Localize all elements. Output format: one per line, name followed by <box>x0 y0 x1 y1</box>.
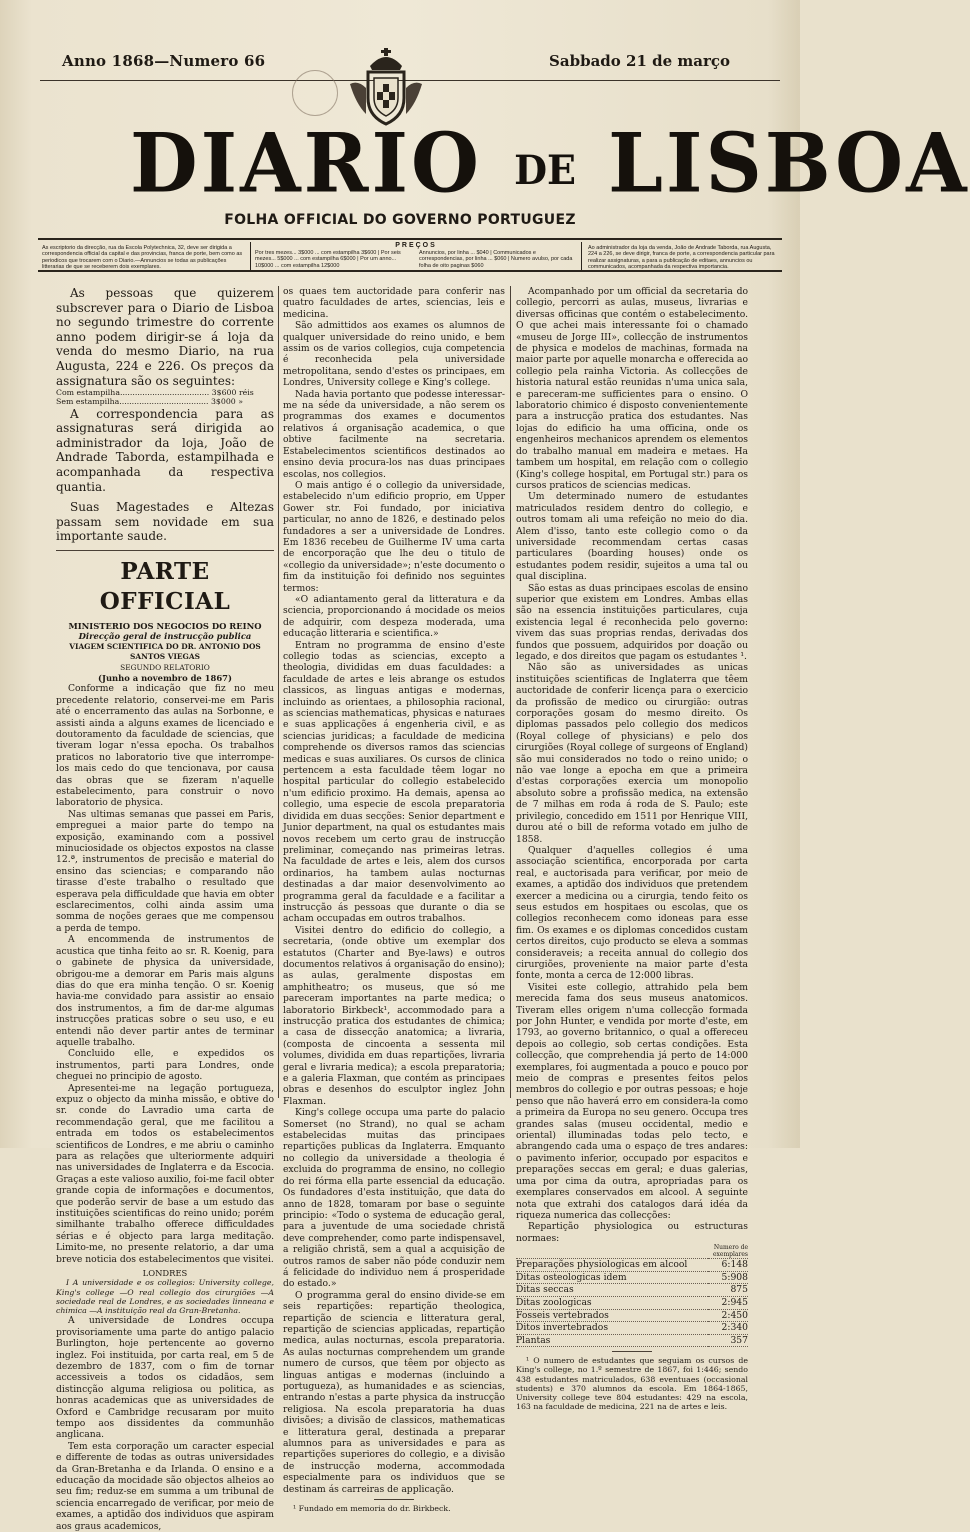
paragraph: São admittidos aos exames os alumnos de qualquer universidade do reino unido, e bem assim os de varios collegios, cuja competencia é reconhecida pela universidade metropolitana, sendo d'estes os principaes, em Londres, University college e King's college. <box>283 320 505 389</box>
advert-prices: Annuncios, por linha ... $040 | Communicados e correspondencias, por linha ... $060 | Numero avulso, por cada folha de oito paginas $060 <box>419 250 573 269</box>
table-cell-value: 2:340 <box>708 1322 748 1335</box>
footnote-rule <box>374 1499 414 1500</box>
footnote-rule <box>612 1351 652 1352</box>
table-row <box>516 1334 748 1347</box>
subscription-notice: As pessoas que quizerem subscrever para o Diario de Lisboa no segundo trimestre do corrente anno podem dirigir-se á loja da venda do mesmo Diario, na rua Augusta, 224 e 226. Os preços da assignatura são os seguintes: <box>56 286 274 388</box>
table-cell-label: Ditos invertebrados <box>516 1322 708 1335</box>
paragraph: Não são as universidades as unicas instituições scientificas de Inglaterra que têem auctoridade de conferir licença para o exercicio da profissão de medico ou cirurgião: outras corporações gosam do mesmo direito. Os diplomas passados pelo collegio dos medicos (Royal college of physicians) e pelo dos cirurgiões (Royal college of surgeons of England) são mui considerados no todo o reino unido; o não vae longe a epocha em que a primeira d'estas corporações exercia um monopolio absoluto sobre a profissão medica, na extensão de 7 milhas em roda á roda de S. Paulo; este privilegio, concedido em 1511 por Henrique VIII, durou até o bill de reforma votado em julho de 1858. <box>516 662 748 845</box>
direction-notice: As escriptorio da direcção, rua da Escola Polytechnica, 32, deve ser dirigida a correspondencia official da capital e das provincias, franca de porte, bem como as periodicos que trocarem com o Diario.—Annuncios se todas as publicações litterarias de que se receberem dois exemplares. <box>42 245 243 271</box>
subsection-heading: LONDRES <box>142 1268 188 1279</box>
paragraph: Um determinado numero de estudantes matriculados residem dentro do collegio, e outros tomam ali uma refeição no meio do dia. Alem d'isso, tanto este collegio como o da universidade recommendam certas casas particulares (boarding houses) onde os estudantes podem residir, sujeitos a uma tal ou qual disciplina. <box>516 491 748 583</box>
prices-columns <box>255 250 577 269</box>
table-cell-value: 2:450 <box>708 1309 748 1322</box>
table-row <box>516 1296 748 1309</box>
footnote: ¹ O numero de estudantes que seguiam os cursos de King's college, no 1.º semestre de 1867, foi 1:446; sendo 438 estudantes matriculados, 638 eventuaes (occasional students) e 370 alumnos da escola. Em 1864-1865, University college teve 804 estudantes: 429 na escola, 163 na faculdade de medicina, 221 na de artes e leis. <box>516 1356 748 1412</box>
section-heading: PARTE OFFICIAL <box>56 550 274 617</box>
table-row <box>516 1309 748 1322</box>
paragraph: Apresentei-me na legação portugueza, expuz o objecto da minha missão, e obtive do sr. conde do Lavradio uma carta de recommendação geral, que me facilitou a entrada em todos os estabelecimentos scientificos de Londres, e me abriu o caminho para as relações que ulteriormente adquiri nas universidades de Inglaterra e da Escocia. Graças a este valioso auxilio, foi-me facil obter grande copia de informações e documentos, que poderão servir de base a um estudo das instituições scientificas do reino unido; porém similhante trabalho offerece difficuldades sérias e é objecto para larga meditação. Limito-me, no presente relatorio, a dar uma breve noticia dos estabelecimentos que visitei. <box>56 1082 274 1265</box>
paragraph: Conforme a indicação que fiz no meu precedente relatorio, conservei-me em Paris até o encerramento das aulas na Sorbonne, e assisti ainda a alguns exames de licenciado e doutoramento da faculdade de sciencias, que tiveram logar n'essa epocha. Os trabalhos praticos no laboratorio tive que interrompe-los mais cedo do que tencionava, por causa das obras que se fizeram n'aquelle estabelecimento, para construir o novo laboratorio de physica. <box>56 683 274 809</box>
paragraph: os quaes tem auctoridade para conferir nas quatro faculdades de artes, sciencias, leis e medicina. <box>283 286 505 320</box>
paragraph: Tem esta corporação um caracter especial e differente de todas as outras universidades da Gran-Bretanha e da Irlanda. O ensino e a educação da mocidade são objectos alheios ao seu fim; reduz-se em summa a um tribunal de sciencia encarregado de verificar, por meio de exames, a aptidão dos individuos que aspiram aos graus academicos, <box>56 1440 274 1532</box>
table-header-spacer <box>516 1244 708 1259</box>
issue-date: Sabbado 21 de março <box>549 52 730 70</box>
table-row <box>516 1284 748 1297</box>
paragraph: O programma geral do ensino divide-se em seis repartições: repartição theologica, repartição de sciencia e litteratura geral, repartição de sciencias applicadas, repartição medica, aulas nocturnas, escola preparatoria. As aulas nocturnas comprehendem um grande numero de cursos, que têem por objecto as linguas antigas e modernas (incluindo a portugueza), as humanidades e as sciencias, entrando n'estas a parte physica da instrucção religiosa. Na escola preparatoria ha duas divisões; a divisão de classicos, mathematicas e litteratura geral, destinada a preparar alumnos para as universidades e para as repartições superiores do collegio, e a divisão de instrucção moderna, accommodada especialmente para os individuos que se destinam ás carreiras de applicação. <box>283 1289 505 1495</box>
table-cell-label: Ditas osteologicas idem <box>516 1271 708 1284</box>
paragraph: Visitei este collegio, attrahido pela bem merecida fama dos seus museus anatomicos. Tiveram elles origem n'uma collecção formada por John Hunter, e vendida por morte d'este, em 1793, ao governo britannico, o qual a offereceu depois ao collegio, sob certas condições. Esta collecção, que comprehendia já perto de 14:000 exemplares, foi augmentada a pouco e pouco por meio de compras e presentes feitos pelos membros do collegio e por outras pessoas; e hoje penso que não haverá erro em considera-la como a primeira da Europa no seu genero. Occupa tres grandes salas (museu occidental, medio e oriental) illuminadas todas pelo tecto, e abrangendo cada uma o espaço de tres andares: o pavimento inferior, occupado por espacitos e preparações seccas em geral; e duas galerias, uma por cima da outra, apropriadas para os exemplares conservados em alcool. A seguinte nota que extrahi dos catalogos dará idéa da riqueza numerica das collecções: <box>516 981 748 1221</box>
paragraph: Entram no programma de ensino d'este collegio todas as sciencias, excepto a theologia, divididas em duas faculdades: a faculdade de artes e leis abrange os estudos classicos, as linguas antigas e modernas, incluindo as orientaes, a philosophia racional, as sciencias mathematicas, physicas e naturaes e suas applicações á engenheria civil, e as sciencias juridicas; a faculdade de medicina comprehende os diversos ramos das sciencias medicas e suas auxiliares. Os cursos de clinica pertencem a esta faculdade têem logar no hospital particular do collegio estabelecido n'um edificio proximo. Ha demais, apensa ao collegio, uma especie de escola preparatoria dividida em duas secções: Senior department e Junior department, na qual os estudantes mais novos recebem um certo grau de instrucção preliminar, começando nas primeiras letras. Na faculdade de artes e leis, alem dos cursos ordinarios, ha tambem aulas nocturnas destinadas a dar maior desenvolvimento ao programma geral da faculdade e a facilitar a instrucção ás pessoas que durante o dia se acham occupadas em outros trabalhos. <box>283 639 505 925</box>
paragraph: O mais antigo é o collegio da universidade, estabelecido n'um edificio proprio, em Upper Gower str. Foi fundado, por iniciativa particular, no anno de 1826, e destinado pelos fundadores a ser a universidade de Londres. Em 1836 recebeu de Guilherme IV uma carta de encorporação que lhe deu o titulo de «collegio da universidade»; n'este documento o fim da instituição foi definido nos seguintes termos: <box>283 479 505 594</box>
prices-banner <box>38 238 782 272</box>
table-cell-value: 357 <box>708 1334 748 1347</box>
column-2 <box>283 286 505 1513</box>
column-divider <box>510 286 511 1098</box>
table-header: Numero de exemplares <box>708 1244 748 1259</box>
table-cell-value: 5:908 <box>708 1271 748 1284</box>
contents-note: I A universidade e os collegios: University college, King's college —O real collegio dos cirurgiões —A sociedade real de Londres, e as sociedades linneana e chimica —A instituição real da Gran-Bretanha. <box>56 1278 274 1316</box>
table-cell-label: Ditas seccas <box>516 1284 708 1297</box>
prices-table <box>250 242 582 270</box>
column-divider <box>278 286 279 1098</box>
table-row <box>516 1271 748 1284</box>
column-1 <box>56 286 274 1532</box>
quotation: «O adiantamento geral da litteratura e da sciencia, proporcionando á mocidade os meios de adquirir, com despeza moderada, uma educação litteraria e scientifica.» <box>283 593 505 640</box>
table-cell-label: Fosseis vertebrados <box>516 1309 708 1322</box>
correspondence-notice: A correspondencia para as assignaturas será dirigida ao administrador da loja, João de Andrade Taborda, estampilhada e acompanhada da respectiva quantia. <box>56 406 274 494</box>
paragraph: Nas ultimas semanas que passei em Paris, empreguei a maior parte do tempo na exposição, examinando com a possivel minuciosidade os objectos expostos na classe 12.ª, instrumentos de precisão e material do ensino das sciencias; e comparando não tirasse d'este trabalho o resultado que esperava pela difficuldade que havia em obter esclarecimentos, colhi ainda assim uma somma de noções geraes que me compensou a perda de tempo. <box>56 808 274 934</box>
royal-health-notice: Suas Magestades e Altezas passam sem novidade em sua importante saude. <box>56 500 274 544</box>
paragraph: A universidade de Londres occupa provisoriamente uma parte do antigo palacio Burlington, hoje pertencente ao governo inglez. Foi instituida, por carta real, em 5 de dezembro de 1837, com o fim de tornar accessiveis a todos os cidadãos, sem distincção alguma religiosa ou politica, as honras academicas que as universidades de Oxford e Cambridge recusaram por muito tempo aos dissidentes da communhão anglicana. <box>56 1315 274 1441</box>
postmark-stamp-icon <box>292 70 338 116</box>
table-row <box>516 1259 748 1272</box>
administrator-notice: Ao administrador da loja da venda, João de Andrade Taborda, rua Augusta, 224 a 226, se deve dirigir, franca de porte, a correspondencia particular para realizar assignaturas, a para a publicação de editaes, annuncios ou communicados, acompanhada da respectiva importancia. <box>588 245 775 271</box>
masthead-title <box>130 115 970 213</box>
paragraph: King's college occupa uma parte do palacio Somerset (no Strand), no qual se acham estabelecidas muitas das principaes repartições publicas da Inglaterra. Emquanto no collegio da universidade a theologia é excluida do programma de ensino, no collegio do rei fórma ella parte essencial da educação. Os fundadores d'esta instituição, que data do anno de 1828, tomaram por base o seguinte principio: «Todo o systema de educação geral, para a juventude de uma sociedade christã deve comprehender, como parte indispensavel, a religião christã, sem a qual a acquisição de outros ramos de saber não póde conduzir nem á felicidade do individuo nem á prosperidade do estado.» <box>283 1107 505 1290</box>
table-cell-value: 2:945 <box>708 1296 748 1309</box>
table-title: Repartição physiologica ou estructuras normaes: <box>516 1221 748 1244</box>
subscription-prices: Por tres mezes... 3$000 ... com estampilha 3$600 | Por seis mezes... 5$000 ... com estampilha 6$000 | Por um anno... 10$000 ... com estampilha 12$000 <box>255 250 401 269</box>
table-row <box>516 1322 748 1335</box>
price-row: Com estampilha.................................... 3$600 réis <box>56 388 254 398</box>
paragraph: Nada havia portanto que podesse interessar-me na séde da universidade, a não serem os programmas dos exames e documentos relativos á organisação academica, o que obtive facilmente na secretaria. Estabelecimentos scientificos destinados ao ensino devia procura-los nas duas principaes escolas, nos collegios. <box>283 388 505 480</box>
paragraph: A encommenda de instrumentos de acustica que tinha feito ao sr. R. Koenig, para o gabinete de physica da universidade, obrigou-me a demorar em Paris mais alguns dias do que era minha tenção. O sr. Koenig havia-me convidado para assistir ao ensaio dos instrumentos, a fim de dar-me algumas instrucções praticas sobre o seu uso, e eu entendi não dever partir antes de terminar aquelle trabalho. <box>56 934 274 1048</box>
ministry-heading: MINISTERIO DOS NEGOCIOS DO REINO <box>68 620 262 631</box>
table-cell-label: Ditas zoologicas <box>516 1296 708 1309</box>
report-date: (Junho a novembro de 1867) <box>98 672 232 683</box>
price-row: Sem estampilha.................................... 3$000 » <box>56 397 244 407</box>
specimen-table <box>516 1244 748 1347</box>
direction-heading: Direcção geral de instrucção publica <box>78 631 252 642</box>
table-cell-value: 875 <box>708 1284 748 1297</box>
paragraph: Acompanhado por um official da secretaria do collegio, percorri as aulas, museus, livrarias e diversas officinas que contém o estabelecimento. O que achei mais interessante foi o chamado «museu de Jorge III», collecção de instrumentos de physica e modelos de machinas, formada na maior parte por aquelle monarcha e offerecida ao collegio pela rainha Victoria. As collecções de historia natural estão reunidas n'uma unica sala, e pareceram-me sufficientes para o ensino. O laboratorio chimico é disposto convenientemente para a instrucção pratica dos estudantes. Nas lojas do edificio ha uma officina, onde os engenheiros mechanicos aprendem os elementos do trabalho manual em madeira e metaes. Ha tambem um hospital, em relação com o collegio (King's college hospital, em Portugal str.) para os cursos praticos de sciencias medicas. <box>516 286 748 491</box>
table-cell-label: Plantas <box>516 1334 708 1347</box>
paragraph: São estas as duas principaes escolas de ensino superior que existem em Londres. Ambas ellas são na essencia instituições particulares, cuja existencia legal é reconhecida pelo governo: vivem das suas proprias rendas, derivadas dos fundos que possuem, adquiridos por doação ou legado, e dos direitos que pagam os estudantes ¹. <box>516 582 748 662</box>
table-cell-label: Preparações physiologicas em alcool <box>516 1259 708 1272</box>
footnote: ¹ Fundado em memoria do dr. Birkbeck. <box>293 1504 451 1514</box>
prices-heading: PREÇOS <box>395 242 437 249</box>
paragraph: Concluido elle, e expedidos os instrumentos, parti para Londres, onde cheguei no principio de agosto. <box>56 1048 274 1083</box>
masthead-word-diario: DIARIO <box>130 115 482 212</box>
paragraph: Qualquer d'aquelles collegios é uma associação scientifica, encorporada por carta real, e auctorisada para verificar, por meio de exames, a aptidão dos individuos que pretendem exercer a medicina ou a cirurgia, tendo feito os seus estudos em hospitaes ou escolas, que os collegios reconhecem como idoneas para esse fim. Os exames e os diplomas concedidos custam certos direitos, cujo producto se eleva a sommas consideraveis; a receita annual do collegio dos cirurgiões, proveniente na maior parte d'esta fonte, monta a cerca de 12:000 libras. <box>516 844 748 982</box>
masthead-word-lisboa: LISBOA <box>608 115 970 212</box>
table-cell-value: 6:148 <box>708 1259 748 1272</box>
masthead-word-de: DE <box>514 145 576 193</box>
paragraph: Visitei dentro do edificio do collegio, a secretaria, (onde obtive um exemplar dos estatutos (Charter and Bye-laws) e outros documentos relativos á organisação do ensino); as aulas, geralmente dispostas em amphitheatro; os museus, que só me pareceram importantes na parte medica; o laboratorio Birkbeck¹, accommodado para a instrucção pratica dos estudantes de chimica; a casa de dissecção anatomica; a livraria, (composta de cincoenta a sessenta mil volumes, dividida em duas repartições, livraria geral e livraria medica); a escola preparatoria; e a galeria Flaxman, que contém as principaes obras e desenhos do esculptor inglez John Flaxman. <box>283 924 505 1107</box>
column-3 <box>516 286 748 1412</box>
report-heading: SEGUNDO RELATORIO <box>120 662 210 672</box>
trip-heading: VIAGEM SCIENTIFICA DO DR. ANTONIO DOS SANTOS VIEGAS <box>69 641 261 662</box>
masthead-subtitle: FOLHA OFFICIAL DO GOVERNO PORTUGUEZ <box>224 212 576 228</box>
issue-number: Anno 1868—Numero 66 <box>62 52 266 70</box>
